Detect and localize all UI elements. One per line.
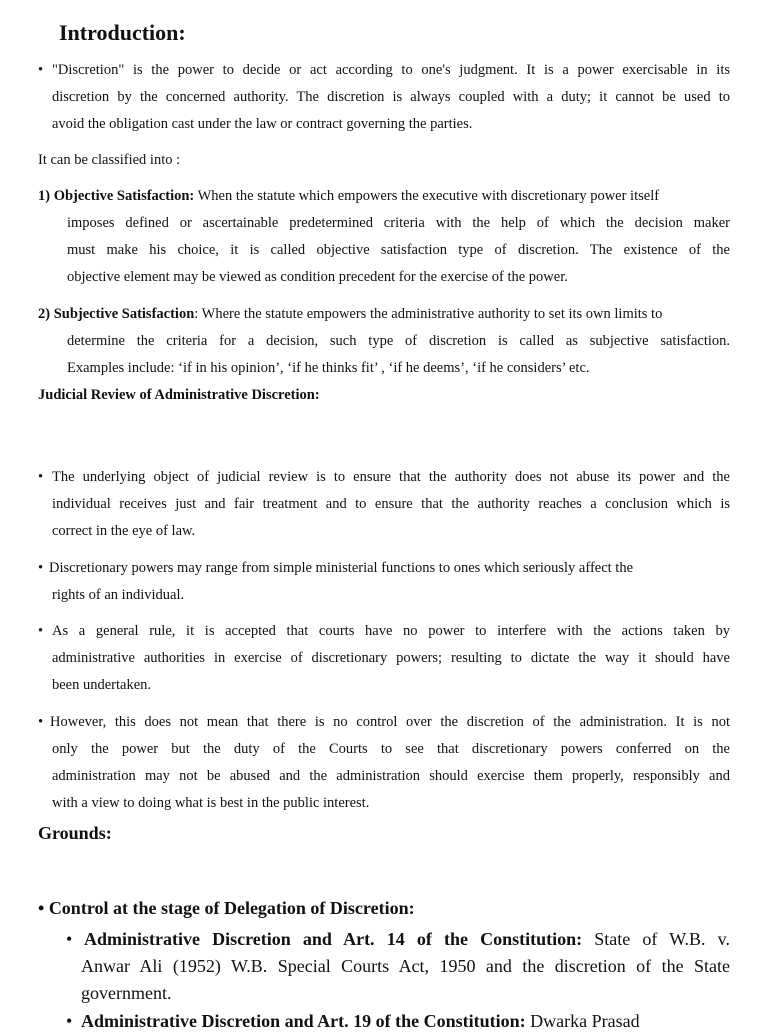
grounds-heading: Grounds: bbox=[38, 823, 112, 843]
text-line bbox=[84, 929, 730, 950]
objective-first-line: When the statute which empowers the executive with discretionary power itself bbox=[197, 188, 660, 204]
text-line: only the power but the duty of the Courts to see that discretionary powers conferred on the bbox=[52, 741, 730, 757]
text-line: Discretionary powers may range from simple ministerial functions to ones which seriously affect the bbox=[49, 560, 634, 576]
text-line: administrative authorities in exercise of discretionary powers; resulting to dictate the way it should have bbox=[52, 650, 730, 666]
art19-first-line: Dwarka Prasad bbox=[530, 1011, 640, 1031]
text-line: However, this does not mean that there is no control over the discretion of the administration. It is not bbox=[50, 714, 730, 730]
page-title: Introduction: bbox=[59, 20, 186, 45]
text-line: avoid the obligation cast under the law or contract governing the parties. bbox=[52, 116, 473, 132]
text-line bbox=[38, 306, 662, 323]
text-line: with a view to doing what is best in the public interest. bbox=[52, 795, 370, 811]
text-line: must make his choice, it is called objective satisfaction type of discretion. The existence of the bbox=[67, 242, 730, 258]
text-line: Anwar Ali (1952) W.B. Special Courts Act, 1950 and the discretion of the State bbox=[81, 956, 730, 976]
text-line: Examples include: ‘if in his opinion’, ‘if he thinks fit’ , ‘if he deems’, ‘if he considers’ etc. bbox=[67, 360, 590, 376]
bullet: • bbox=[38, 714, 44, 730]
text-line: discretion by the concerned authority. The discretion is always coupled with a duty; it cannot be used to bbox=[52, 89, 730, 105]
text-line: correct in the eye of law. bbox=[52, 523, 196, 539]
control-heading bbox=[38, 898, 415, 919]
subjective-first-line: : Where the statute empowers the administrative authority to set its own limits to bbox=[194, 306, 663, 322]
bullet: • bbox=[38, 623, 44, 639]
text-line: "Discretion" is the power to decide or act according to one's judgment. It is a power exercisable in its bbox=[52, 62, 730, 78]
text-line: imposes defined or ascertainable predetermined criteria with the help of which the decision maker bbox=[67, 215, 730, 231]
classified-text: It can be classified into : bbox=[38, 152, 181, 168]
text-line: As a general rule, it is accepted that courts have no power to interfere with the actions taken by bbox=[52, 623, 730, 639]
text-line: The underlying object of judicial review is to ensure that the authority does not abuse its power and the bbox=[52, 469, 730, 485]
art19-label: Administrative Discretion and Art. 19 of the Constitution: bbox=[81, 1011, 526, 1031]
section-heading: Judicial Review of Administrative Discretion: bbox=[38, 387, 320, 403]
text-line: individual receives just and fair treatment and to ensure that the authority reaches a conclusion which is bbox=[52, 496, 730, 512]
bullet: • bbox=[66, 929, 73, 949]
text-line: rights of an individual. bbox=[52, 587, 185, 603]
subjective-label: 2) Subjective Satisfaction bbox=[38, 306, 195, 322]
bullet: • bbox=[38, 62, 44, 78]
text-line: government. bbox=[81, 983, 172, 1003]
text-line: determine the criteria for a decision, such type of discretion is called as subjective satisfaction. bbox=[67, 333, 730, 349]
bullet: • bbox=[38, 898, 45, 918]
bullet: • bbox=[66, 1011, 73, 1031]
control-label: Control at the stage of Delegation of Discretion: bbox=[48, 898, 415, 918]
bullet: • bbox=[38, 560, 44, 576]
objective-label: 1) Objective Satisfaction: bbox=[38, 188, 195, 204]
art14-first-line: State of W.B. v. bbox=[594, 929, 731, 949]
art14-label: Administrative Discretion and Art. 14 of the Constitution: bbox=[84, 929, 583, 949]
text-line: administration may not be abused and the administration should exercise them properly, responsibly and bbox=[52, 768, 730, 784]
text-line bbox=[81, 1011, 640, 1032]
text-line: objective element may be viewed as condition precedent for the exercise of the power. bbox=[67, 269, 568, 285]
text-line: been undertaken. bbox=[52, 677, 152, 693]
bullet: • bbox=[38, 469, 44, 485]
text-line bbox=[38, 188, 659, 205]
